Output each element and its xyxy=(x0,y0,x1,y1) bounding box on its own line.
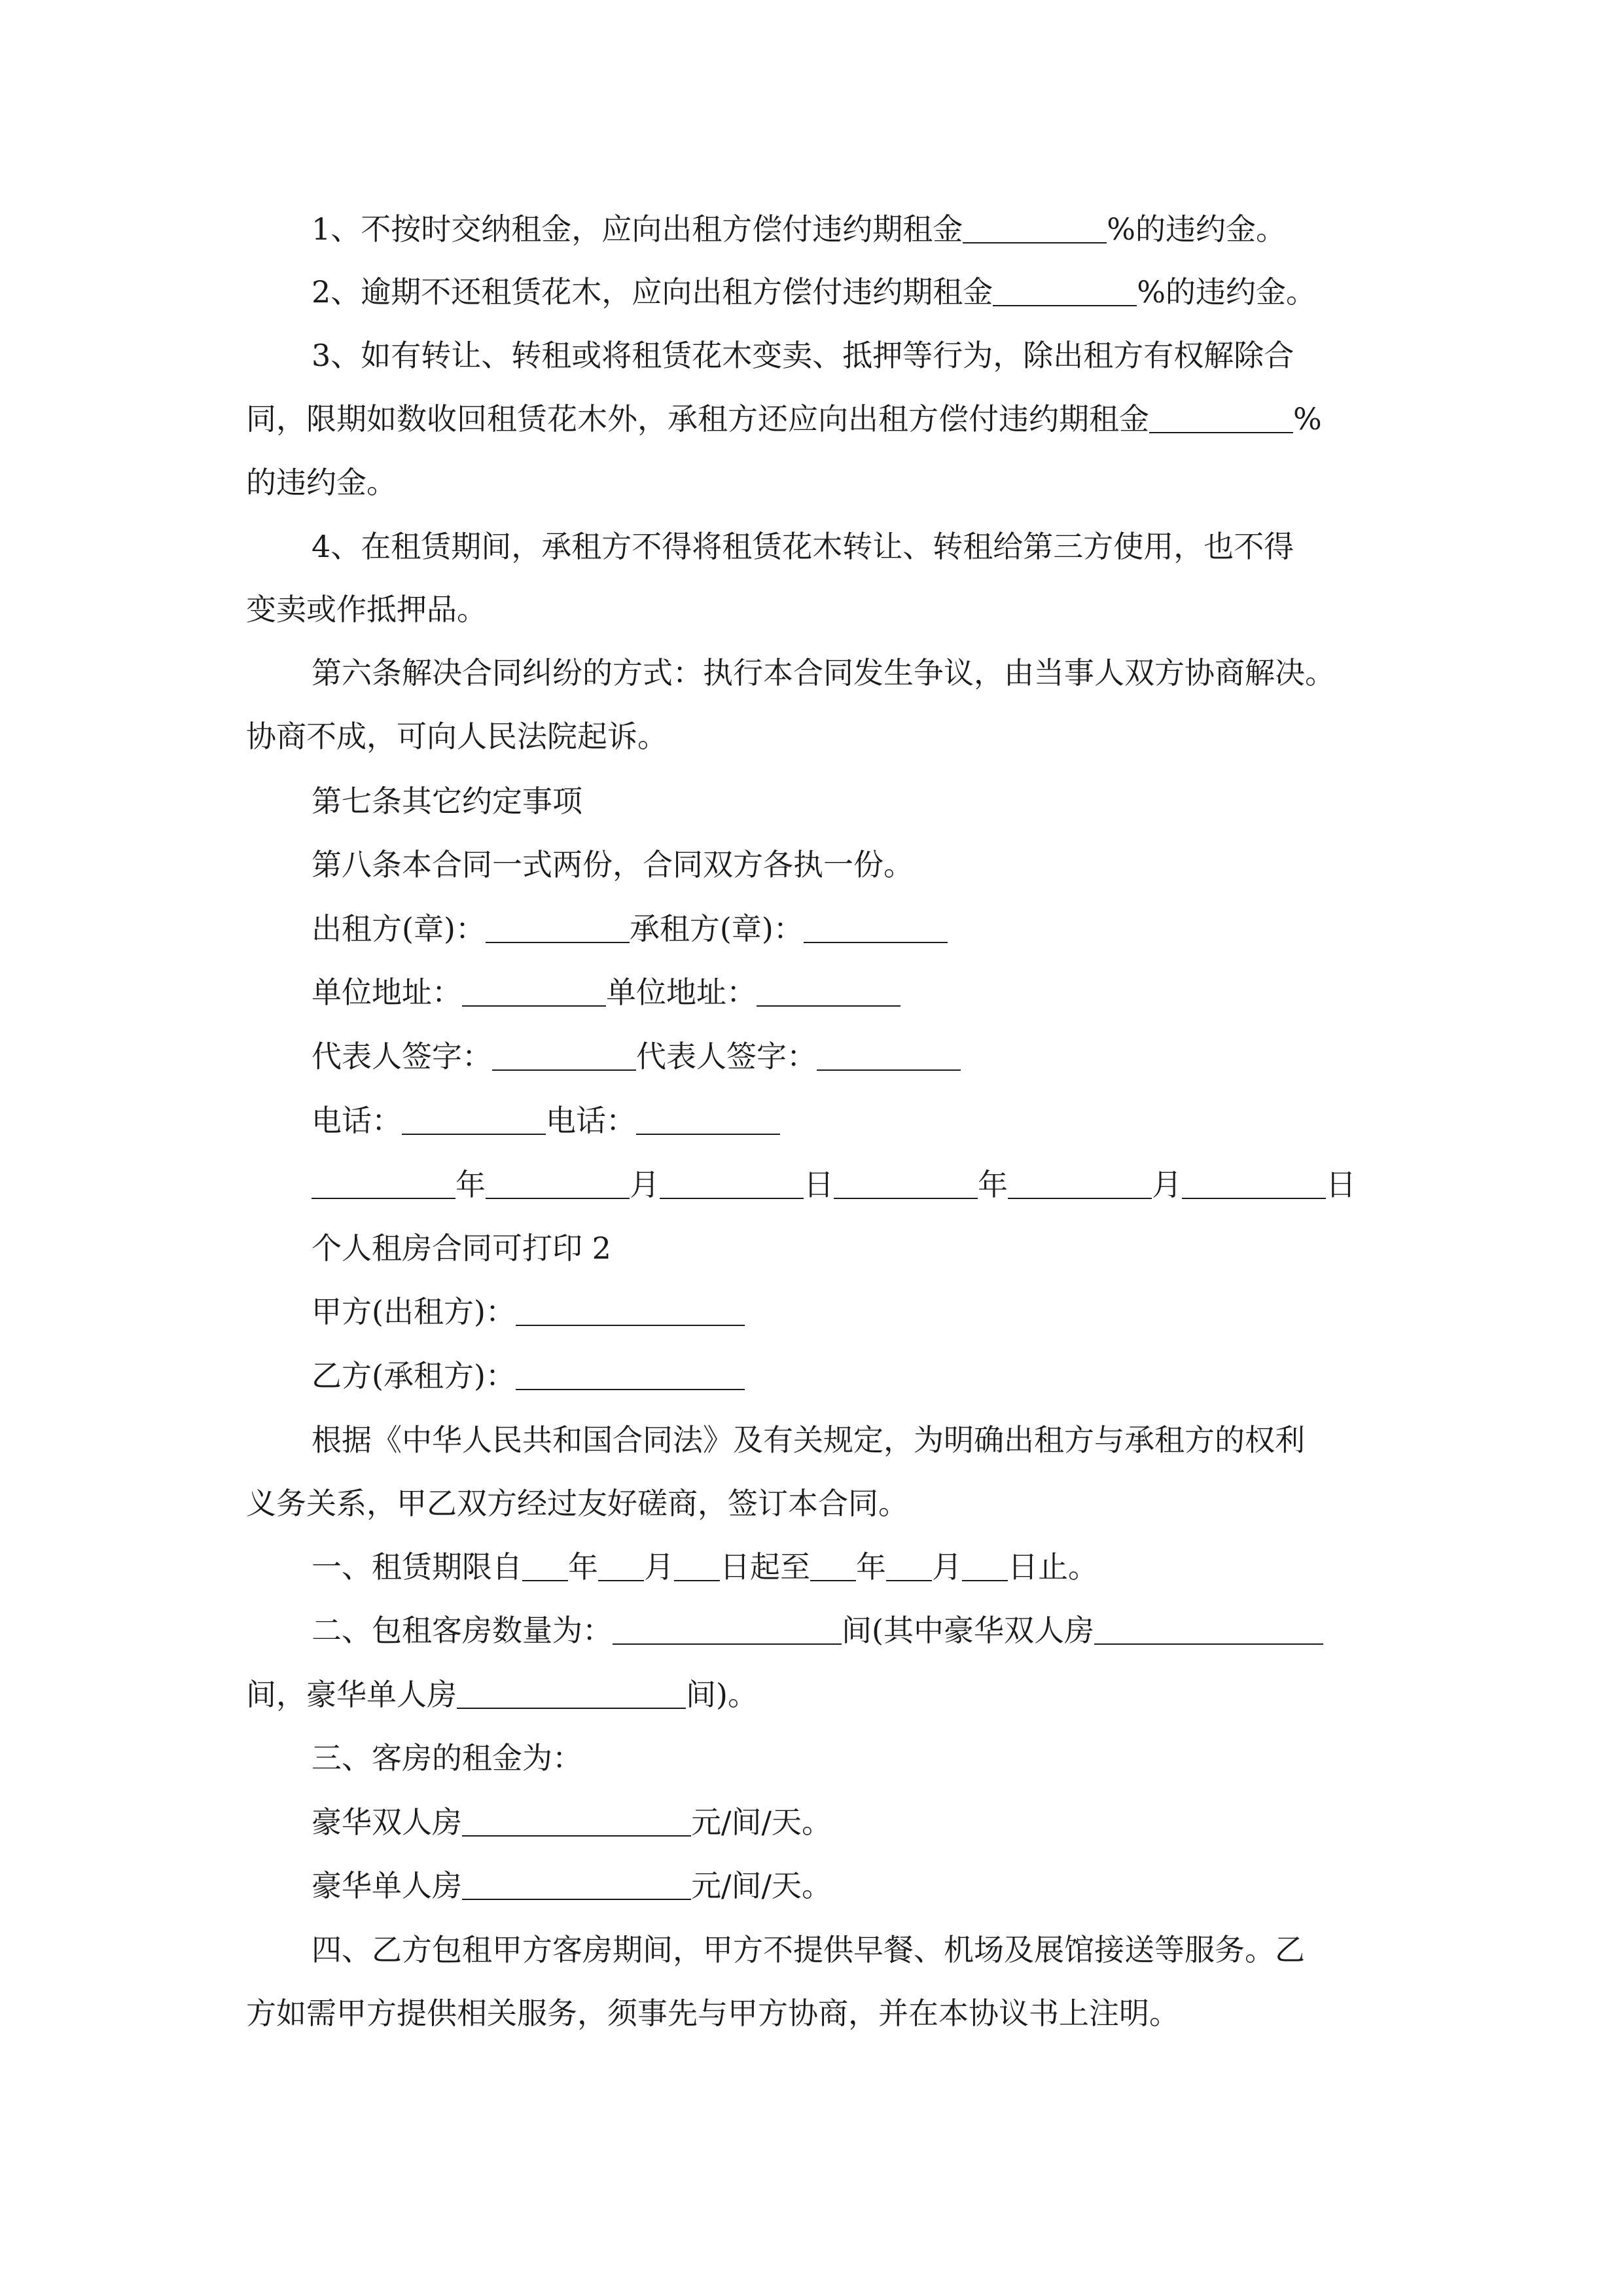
text: 同，限期如数收回租赁花木外，承租方还应向出租方偿付违约期租金 xyxy=(246,401,1149,437)
phone-label: 电话： xyxy=(546,1103,636,1138)
text: 二、包租客房数量为： xyxy=(312,1613,613,1648)
text: %的违约金。 xyxy=(1107,211,1286,247)
text: 月 xyxy=(644,1549,674,1585)
phone-blank[interactable] xyxy=(402,1105,546,1135)
blank-field[interactable] xyxy=(1149,403,1293,433)
text: 间)。 xyxy=(686,1677,758,1712)
address-blank[interactable] xyxy=(462,977,606,1007)
year-blank[interactable] xyxy=(834,1169,978,1199)
year-label: 年 xyxy=(978,1167,1008,1202)
penalty-item-3-line-1: 3、如有转让、转租或将租赁花木变卖、抵押等行为，除出租方有权解除合 xyxy=(312,338,1294,373)
services-line-2: 方如需甲方提供相关服务，须事先与甲方协商，并在本协议书上注明。 xyxy=(246,1996,1179,2031)
day-blank[interactable] xyxy=(660,1169,804,1199)
address-blank[interactable] xyxy=(757,977,901,1007)
lessee-seal-label: 承租方(章)： xyxy=(629,911,804,946)
lessor-seal-label: 出租方(章)： xyxy=(312,911,486,946)
text: 豪华双人房 xyxy=(312,1804,462,1840)
blank-field[interactable] xyxy=(457,1679,686,1709)
party-a-blank[interactable] xyxy=(516,1296,745,1326)
year-blank[interactable] xyxy=(312,1169,455,1199)
text: 2、逾期不还租赁花木，应向出租方偿付违约期租金 xyxy=(312,274,993,310)
month-label: 月 xyxy=(630,1167,660,1202)
day-blank[interactable] xyxy=(1182,1169,1326,1199)
text: 1、不按时交纳租金，应向出租方偿付违约期租金 xyxy=(312,211,963,247)
penalty-item-3-line-2 xyxy=(246,399,1322,439)
penalty-item-2 xyxy=(312,272,1316,312)
text: 间(其中豪华双人房 xyxy=(842,1613,1094,1648)
address-label: 单位地址： xyxy=(312,975,462,1010)
party-a-label: 甲方(出租方)： xyxy=(312,1294,516,1329)
article-8: 第八条本合同一式两份，合同双方各执一份。 xyxy=(312,847,914,882)
contract-2-title: 个人租房合同可打印 2 xyxy=(312,1230,611,1266)
blank-field[interactable] xyxy=(886,1551,932,1581)
party-a-line xyxy=(312,1292,745,1331)
blank-field[interactable] xyxy=(462,1870,691,1900)
text: 年 xyxy=(568,1549,598,1585)
text: % xyxy=(1293,401,1322,437)
party-b-label: 乙方(承租方)： xyxy=(312,1358,516,1393)
year-label: 年 xyxy=(455,1167,486,1202)
rep-label: 代表人签字： xyxy=(312,1039,492,1074)
rep-blank[interactable] xyxy=(492,1041,636,1071)
blank-field[interactable] xyxy=(810,1551,856,1581)
penalty-item-4-line-1: 4、在租赁期间，承租方不得将租赁花木转让、转租给第三方使用，也不得 xyxy=(312,529,1294,564)
blank-field[interactable] xyxy=(613,1615,842,1645)
text: 一、租赁期限自 xyxy=(312,1549,522,1585)
phone-label: 电话： xyxy=(312,1103,402,1138)
lessor-seal-blank[interactable] xyxy=(486,913,630,943)
blank-field[interactable] xyxy=(598,1551,644,1581)
signature-address-line xyxy=(312,973,901,1012)
day-label: 日 xyxy=(1326,1167,1356,1202)
lessee-seal-blank[interactable] xyxy=(804,913,948,943)
blank-field[interactable] xyxy=(522,1551,568,1581)
blank-field[interactable] xyxy=(962,1551,1008,1581)
text: 元/间/天。 xyxy=(691,1804,832,1840)
blank-field[interactable] xyxy=(462,1806,691,1837)
blank-field[interactable] xyxy=(993,276,1137,306)
article-7: 第七条其它约定事项 xyxy=(312,783,582,819)
month-blank[interactable] xyxy=(1008,1169,1152,1199)
blank-field[interactable] xyxy=(963,213,1107,243)
rent-title: 三、客房的租金为： xyxy=(312,1740,582,1776)
signature-phone-line xyxy=(312,1101,780,1140)
penalty-item-3-line-3: 的违约金。 xyxy=(246,465,397,500)
preamble-line-2: 义务关系，甲乙双方经过友好磋商，签订本合同。 xyxy=(246,1486,908,1521)
single-room-rate xyxy=(312,1866,832,1905)
room-count-line-1 xyxy=(312,1611,1323,1650)
blank-field[interactable] xyxy=(674,1551,720,1581)
lease-term-line xyxy=(312,1547,1098,1587)
day-label: 日 xyxy=(804,1167,834,1202)
text: 日止。 xyxy=(1008,1549,1098,1585)
signature-date-line xyxy=(312,1165,1356,1204)
signature-seal-line xyxy=(312,909,948,948)
rep-label: 代表人签字： xyxy=(636,1039,817,1074)
penalty-item-1 xyxy=(312,209,1286,249)
text: 日起至 xyxy=(720,1549,810,1585)
room-count-line-2 xyxy=(246,1675,758,1714)
party-b-blank[interactable] xyxy=(516,1360,745,1390)
text: 元/间/天。 xyxy=(691,1868,832,1903)
rep-blank[interactable] xyxy=(817,1041,961,1071)
double-room-rate xyxy=(312,1803,832,1842)
article-6-line-2: 协商不成，可向人民法院起诉。 xyxy=(246,719,668,754)
preamble-line-1: 根据《中华人民共和国合同法》及有关规定，为明确出租方与承租方的权利 xyxy=(312,1422,1305,1458)
text: 月 xyxy=(932,1549,962,1585)
signature-rep-line xyxy=(312,1037,961,1076)
text: 年 xyxy=(856,1549,886,1585)
penalty-item-4-line-2: 变卖或作抵押品。 xyxy=(246,592,487,627)
month-blank[interactable] xyxy=(486,1169,630,1199)
text: 豪华单人房 xyxy=(312,1868,462,1903)
text: %的违约金。 xyxy=(1137,274,1316,310)
blank-field[interactable] xyxy=(1094,1615,1323,1645)
party-b-line xyxy=(312,1356,745,1395)
address-label: 单位地址： xyxy=(606,975,757,1010)
month-label: 月 xyxy=(1152,1167,1182,1202)
article-6-line-1: 第六条解决合同纠纷的方式：执行本合同发生争议，由当事人双方协商解决。 xyxy=(312,655,1335,691)
text: 间，豪华单人房 xyxy=(246,1677,457,1712)
services-line-1: 四、乙方包租甲方客房期间，甲方不提供早餐、机场及展馆接送等服务。乙 xyxy=(312,1932,1305,1967)
phone-blank[interactable] xyxy=(636,1105,780,1135)
